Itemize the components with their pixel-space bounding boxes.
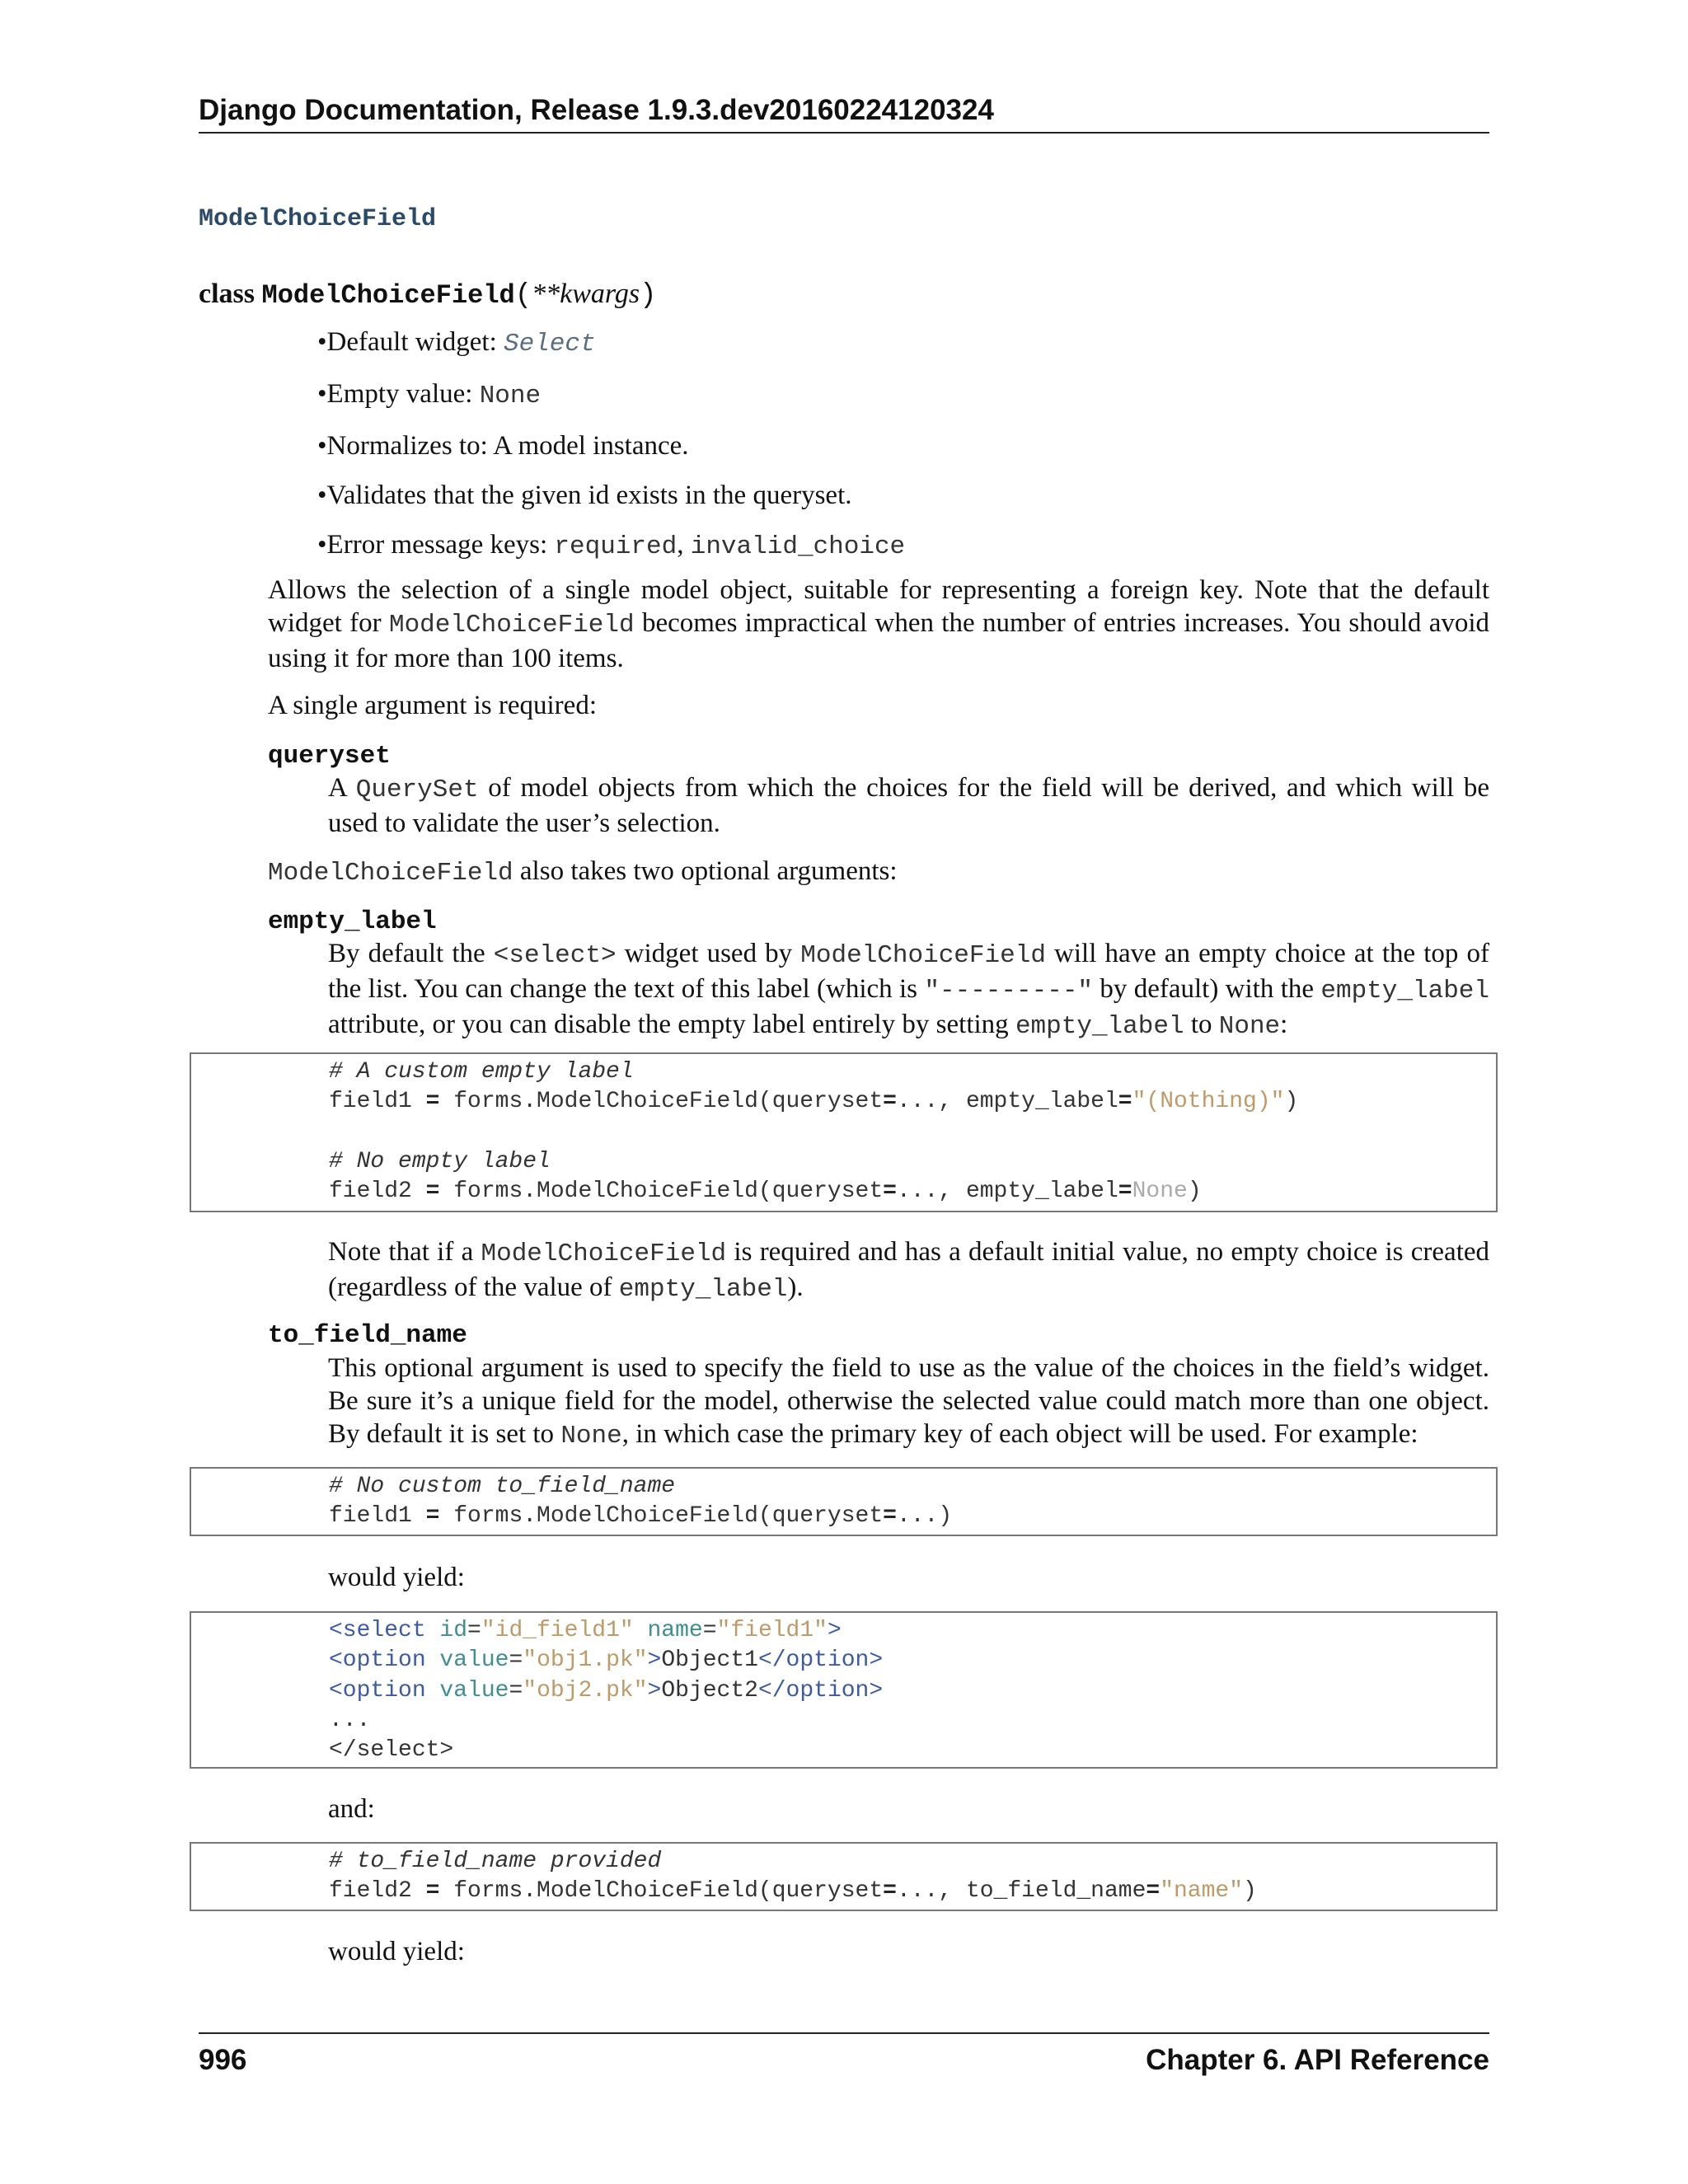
- empty-choice-note: [328, 1235, 1489, 1306]
- empty-label-text-5: attribute, or you can disable the empty label entirely by setting: [328, 1010, 1015, 1039]
- empty-label-text-6: to: [1184, 1010, 1219, 1039]
- list-item-normalizes: [317, 429, 905, 462]
- single-argument-text: A single argument is required:: [268, 691, 597, 720]
- note-text-1: Note that if a: [328, 1237, 481, 1267]
- code-line: </select>: [329, 1737, 454, 1763]
- code-block-empty-label: [190, 1052, 1498, 1212]
- signature-open-paren: (: [514, 280, 532, 312]
- empty-value-label: •Empty value:: [317, 379, 480, 409]
- validates-text: •Validates that the given id exists in the queryset.: [317, 480, 852, 510]
- would-yield-text: would yield:: [328, 1563, 465, 1592]
- optional-arguments-text: [268, 855, 898, 890]
- list-item-error-keys: [317, 528, 905, 564]
- empty-value-code: None: [479, 382, 542, 410]
- optional-text: also takes two optional arguments:: [513, 856, 898, 886]
- error-keys-label: •Error message keys:: [317, 530, 555, 560]
- intro-text-1: Allows the selection of a single model object, suitable for representing a foreign key. Note that the default widget for: [268, 575, 1489, 638]
- code-line: ...: [329, 1708, 371, 1733]
- code-line: <option value="obj1.pk">Object1</option>: [329, 1647, 884, 1673]
- empty-label-code-3: "---------": [924, 977, 1094, 1005]
- to-field-name-code: None: [560, 1422, 622, 1451]
- would-yield-text: would yield:: [328, 1937, 465, 1966]
- code-line: field2 = forms.ModelChoiceField(queryset=..., empty_label=None): [329, 1179, 1202, 1204]
- list-item-default-widget: [317, 326, 905, 361]
- running-header: Django Documentation, Release 1.9.3.dev20160224120324: [199, 92, 1489, 134]
- intro-text-2: becomes impractical when the number of entries increases. You should avoid using it for more than 100 items.: [268, 608, 1490, 673]
- signature-args: **kwargs: [532, 279, 640, 309]
- queryset-text-2: of model objects from which the choices for the field will be derived, and which will be used to validate the user’s selection.: [328, 773, 1489, 838]
- default-widget-label: •Default widget:: [317, 327, 504, 357]
- code-block-to-field-name: [190, 1842, 1498, 1911]
- code-line: field1 = forms.ModelChoiceField(queryset=..., empty_label="(Nothing)"): [329, 1089, 1299, 1114]
- queryset-code: QuerySet: [355, 776, 479, 804]
- section-title[interactable]: ModelChoiceField: [199, 205, 437, 233]
- empty-label-code-6: None: [1218, 1012, 1281, 1041]
- list-item-empty-value: [317, 377, 905, 413]
- code-line: <option value="obj2.pk">Object2</option>: [329, 1678, 884, 1704]
- field-properties-list: [317, 326, 905, 580]
- empty-label-text-2: widget used by: [616, 939, 801, 968]
- normalizes-text: •Normalizes to: A model instance.: [317, 431, 689, 461]
- note-code-2: empty_label: [618, 1275, 788, 1304]
- code-line: field2 = forms.ModelChoiceField(queryset=..., to_field_name="name"): [329, 1878, 1257, 1904]
- queryset-text-1: A: [328, 773, 356, 803]
- error-key-required: required: [554, 532, 678, 561]
- code-block-select-output: [190, 1611, 1498, 1769]
- to-field-name-text-1: This optional argument is used to specify the field to use as the value of the choices in the field’s widget. Be sure it’s a unique field for the model, otherwise the selected value could match more than one object. By default it is set to: [328, 1353, 1489, 1449]
- intro-paragraph: [268, 574, 1489, 675]
- code-block-no-to-field-name: [190, 1467, 1498, 1536]
- to-field-name-description: [328, 1352, 1489, 1453]
- error-key-invalid-choice: invalid_choice: [690, 532, 906, 561]
- code-line: # No custom to_field_name: [329, 1474, 676, 1499]
- class-keyword: class: [199, 279, 255, 309]
- empty-label-code-1: <select>: [493, 941, 617, 970]
- empty-label-text-7: :: [1280, 1010, 1288, 1039]
- empty-label-code-2: ModelChoiceField: [800, 941, 1046, 970]
- code-line: # A custom empty label: [329, 1059, 634, 1085]
- chapter-title: Chapter 6. API Reference: [1146, 2044, 1489, 2076]
- signature-close-paren: ): [640, 280, 657, 312]
- select-widget-link[interactable]: Select: [504, 330, 596, 359]
- class-signature: [199, 277, 657, 313]
- empty-label-description: [328, 937, 1489, 1043]
- empty-label-text-3: will have an empty choice at the top of the list. You can change the text of this label (which is: [328, 939, 1489, 1004]
- queryset-description: [328, 771, 1489, 840]
- error-key-separator: ,: [677, 530, 691, 560]
- code-line: # No empty label: [329, 1149, 551, 1174]
- to-field-name-term: to_field_name: [268, 1321, 467, 1350]
- empty-label-term: empty_label: [268, 907, 437, 936]
- to-field-name-text-2: , in which case the primary key of each object will be used. For example:: [621, 1419, 1418, 1449]
- note-code-1: ModelChoiceField: [481, 1240, 727, 1268]
- page-number: 996: [199, 2044, 247, 2076]
- class-name: ModelChoiceField: [261, 280, 515, 311]
- queryset-term: queryset: [268, 742, 391, 771]
- code-line: <select id="id_field1" name="field1">: [329, 1618, 842, 1643]
- optional-code: ModelChoiceField: [268, 859, 513, 888]
- code-line: # to_field_name provided: [329, 1849, 662, 1874]
- and-text: and:: [328, 1794, 375, 1824]
- running-footer: [199, 2032, 1489, 2076]
- empty-label-code-5: empty_label: [1015, 1012, 1184, 1041]
- note-text-2: is required and has a default initial value, no empty choice is created (regardless of the value of: [328, 1237, 1490, 1302]
- empty-label-code-4: empty_label: [1320, 977, 1490, 1005]
- empty-label-text-4: by default) with the: [1093, 974, 1321, 1004]
- list-item-validates: [317, 479, 905, 512]
- intro-code: ModelChoiceField: [388, 611, 635, 640]
- empty-label-text-1: By default the: [328, 939, 494, 968]
- note-text-3: ).: [787, 1272, 804, 1302]
- code-line: field1 = forms.ModelChoiceField(queryset=...): [329, 1503, 953, 1529]
